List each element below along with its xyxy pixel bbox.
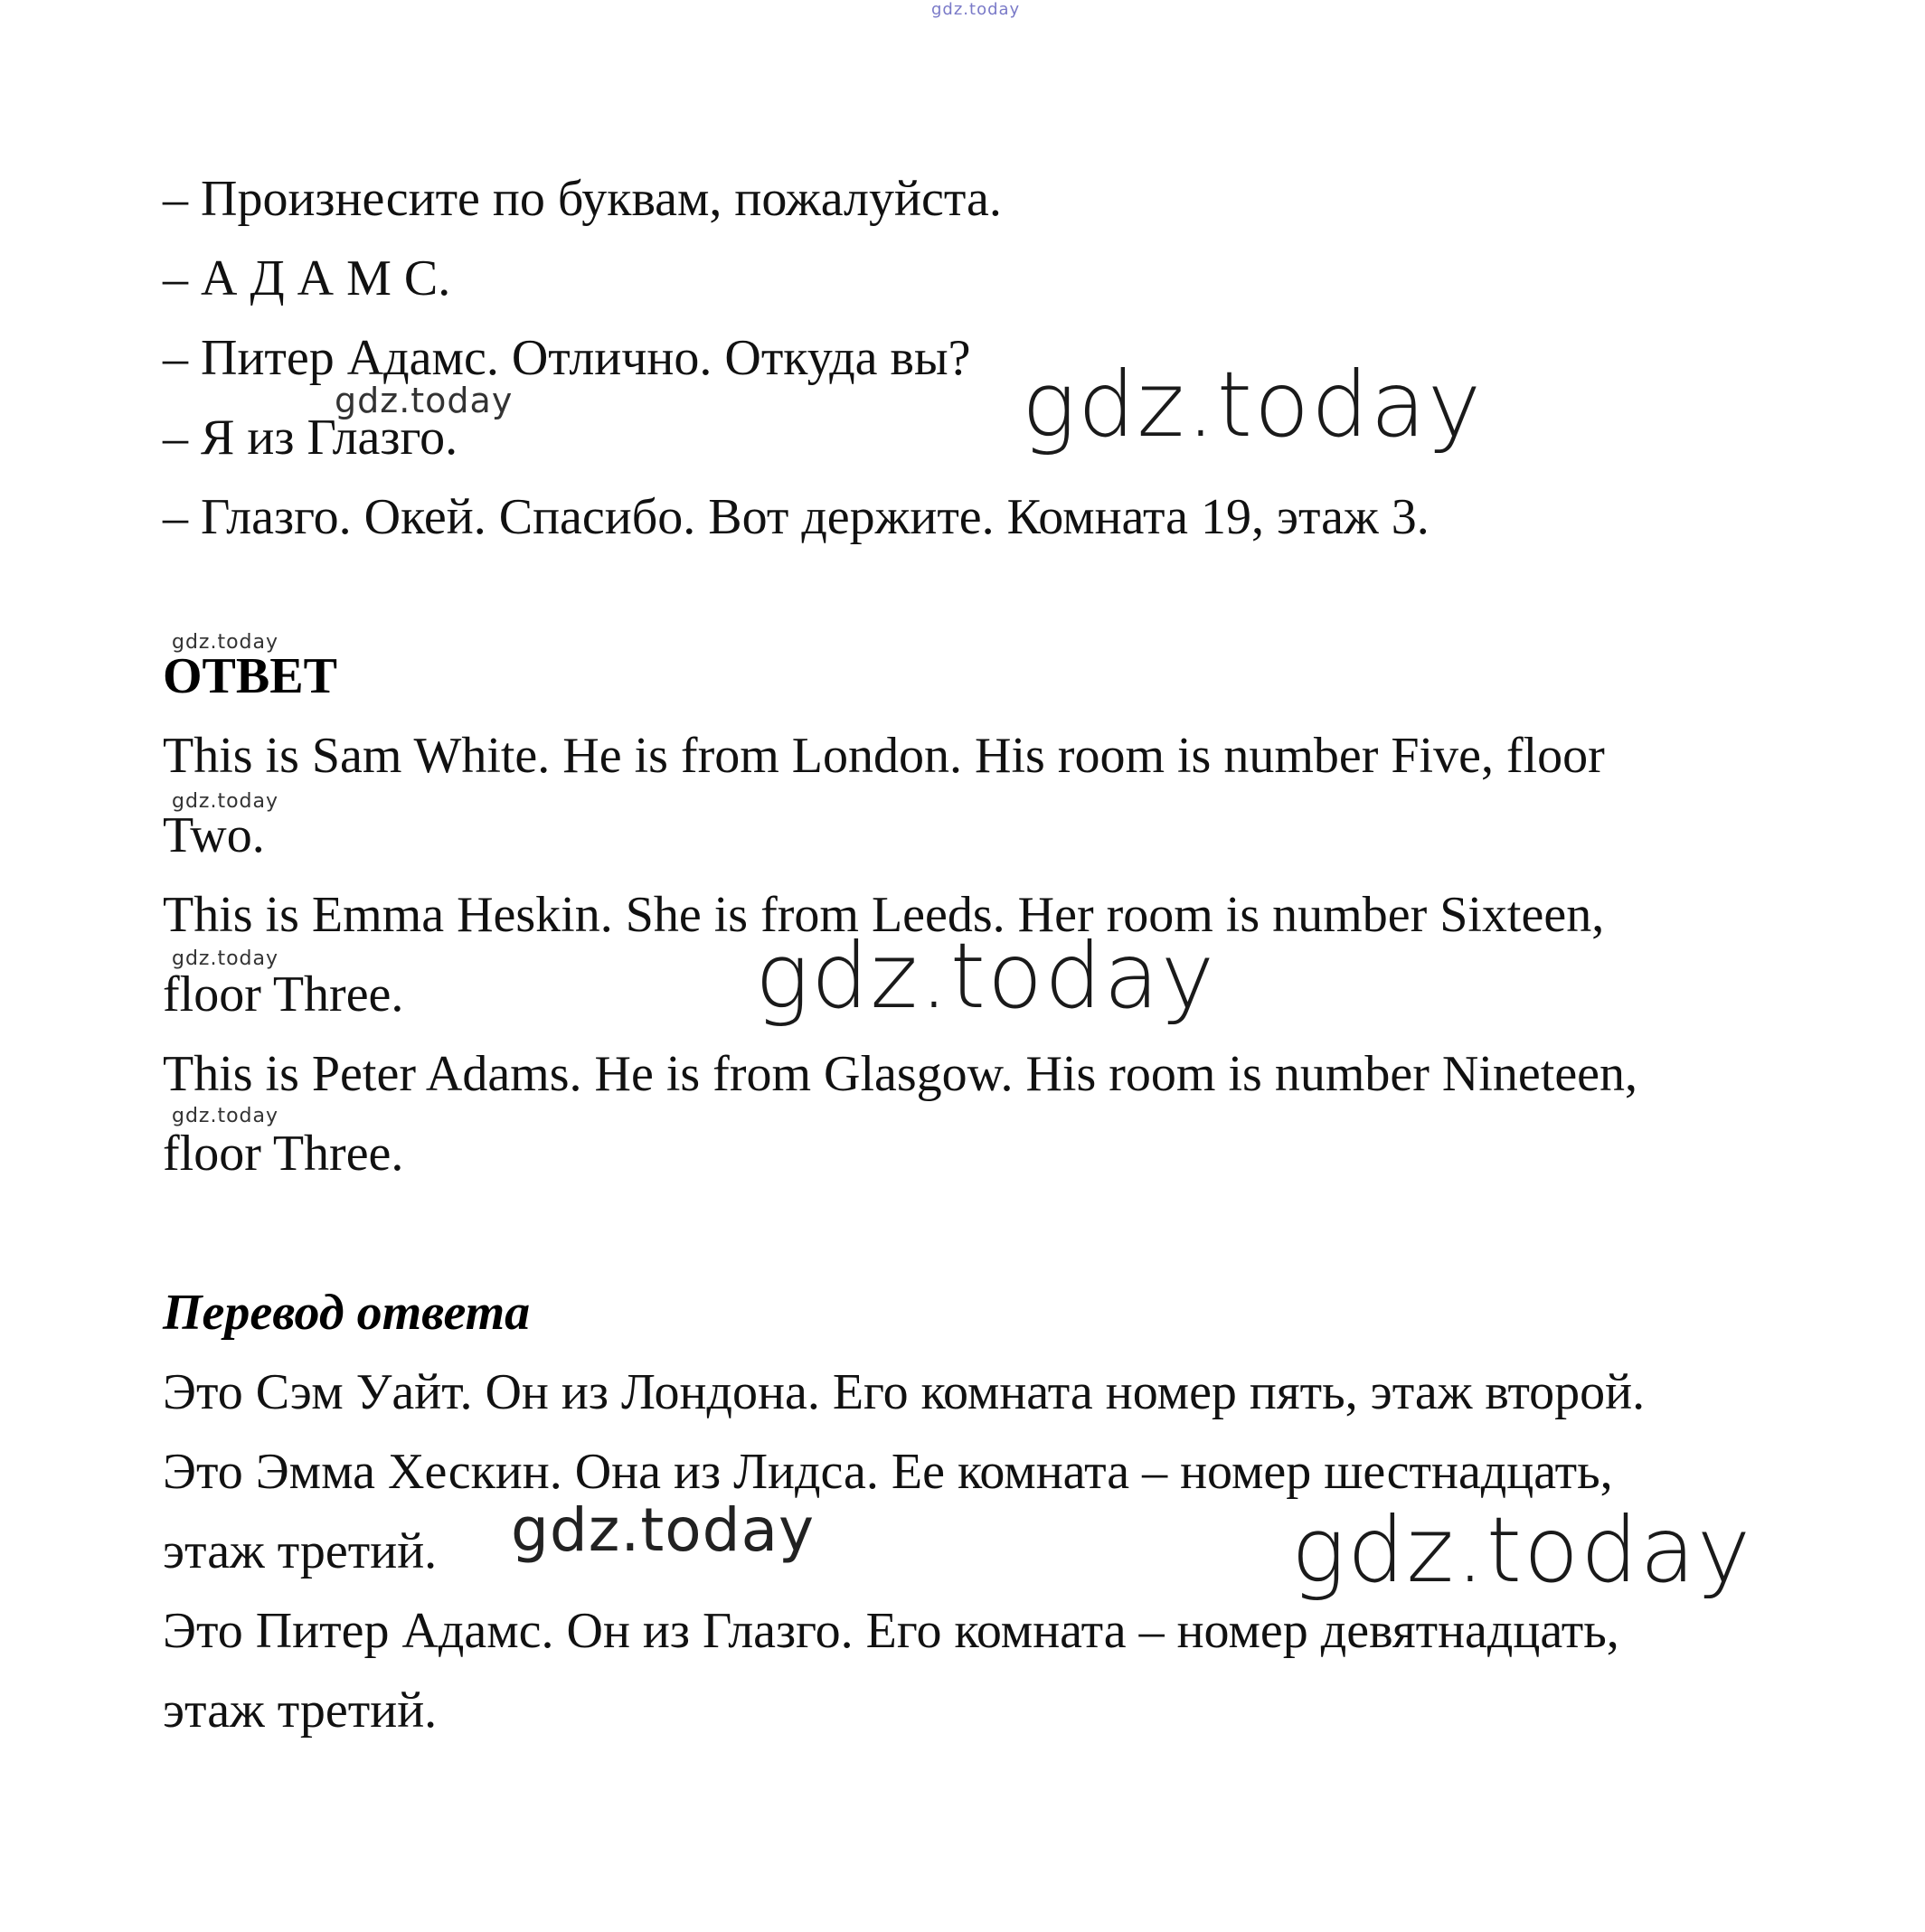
answer-heading: ОТВЕТ (163, 648, 337, 704)
answer-line-3: This is Emma Heskin. She is from Leeds. Her room is number Sixteen, (163, 887, 1605, 943)
dialogue-line-2: – А Д А М С. (163, 250, 451, 306)
translation-line-3: этаж третий. (163, 1523, 438, 1579)
watermark-answer-2: gdz.today (172, 947, 279, 970)
watermark-dialogue-small: gdz.today (335, 381, 514, 420)
watermark-dialogue-large: gdz.today (1022, 352, 1484, 457)
watermark-answer-1: gdz.today (172, 790, 279, 813)
watermark-translation-medium: gdz.today (511, 1495, 816, 1565)
answer-line-5: This is Peter Adams. He is from Glasgow. His room is number Nineteen, (163, 1046, 1638, 1102)
watermark-translation-large: gdz.today (1291, 1497, 1753, 1603)
translation-line-4: Это Питер Адамс. Он из Глазго. Его комната – номер девятнадцать, (163, 1603, 1619, 1659)
watermark-top: gdz.today (931, 0, 1021, 19)
translation-heading: Перевод ответа (163, 1285, 531, 1341)
answer-line-1: This is Sam White. He is from London. His room is number Five, floor (163, 728, 1605, 784)
watermark-answer-large: gdz.today (755, 923, 1217, 1029)
watermark-answer-3: gdz.today (172, 1105, 279, 1127)
answer-line-4: floor Three. (163, 966, 404, 1023)
watermark-answer-heading: gdz.today (172, 631, 279, 654)
translation-line-2: Это Эмма Хескин. Она из Лидса. Ее комната – номер шестнадцать, (163, 1444, 1613, 1500)
dialogue-line-1: – Произнесите по буквам, пожалуйста. (163, 171, 1002, 227)
answer-line-2: Two. (163, 807, 265, 863)
dialogue-line-5: – Глазго. Окей. Спасибо. Вот держите. Комната 19, этаж 3. (163, 489, 1430, 545)
answer-line-6: floor Three. (163, 1126, 404, 1182)
dialogue-line-4: – Я из Глазго. (163, 410, 458, 466)
dialogue-line-3: – Питер Адамс. Отлично. Откуда вы? (163, 330, 971, 386)
translation-line-5: этаж третий. (163, 1682, 438, 1739)
translation-line-1: Это Сэм Уайт. Он из Лондона. Его комната номер пять, этаж второй. (163, 1364, 1646, 1420)
